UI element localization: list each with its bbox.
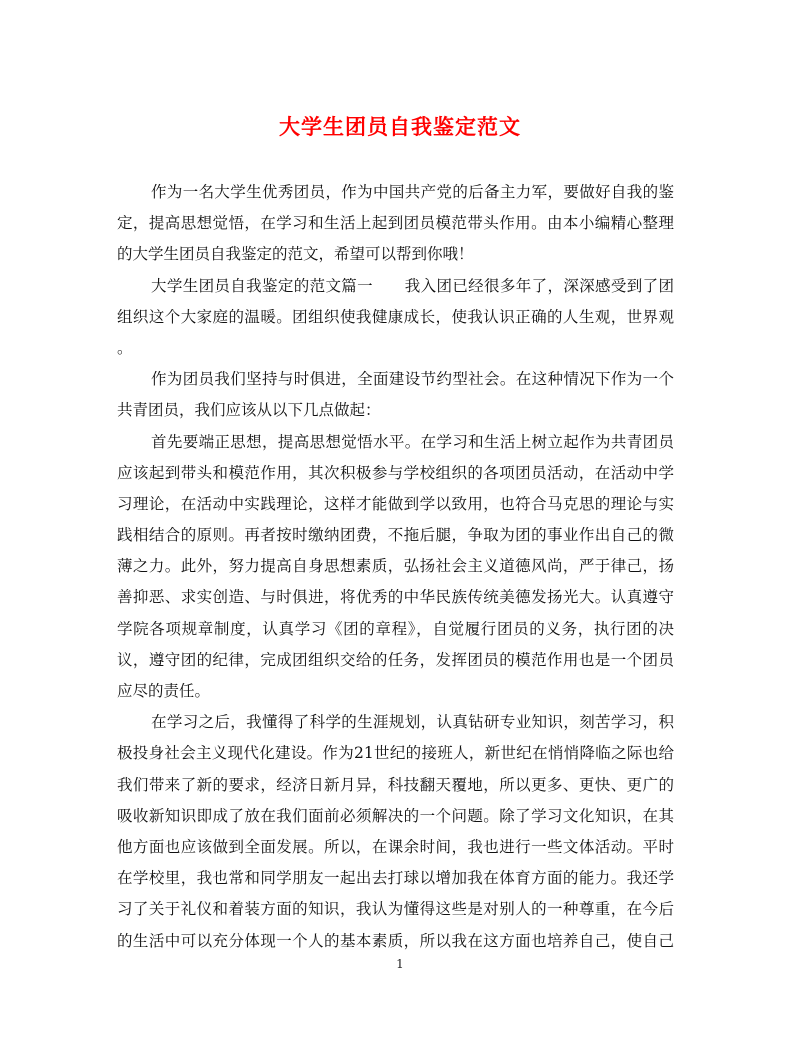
body-line: 共青团员，我们应该从以下几点做起：: [117, 401, 381, 420]
body-line: 大学生团员自我鉴定的范文篇一 我入团已经很多年了，深深感受到了团: [151, 276, 674, 295]
body-line: 。: [117, 338, 133, 357]
body-line: 在学校里，我也常和同学朋友一起出去打球以增加我在体育方面的能力。我还学: [117, 869, 674, 888]
body-line: 作为团员我们坚持与时俱进，全面建设节约型社会。在这种情况下作为一个: [151, 370, 674, 389]
body-line: 吸收新知识即成了放在我们面前必须解决的一个问题。除了学习文化知识，在其: [117, 806, 674, 825]
body-line: 我们带来了新的要求，经济日新月异，科技翻天覆地，所以更多、更快、更广的: [117, 775, 674, 794]
body-line: 学院各项规章制度，认真学习《团的章程》，自觉履行团员的义务，执行团的决: [117, 619, 674, 638]
body-line: 定，提高思想觉悟，在学习和生活上起到团员模范带头作用。由本小编精心整理: [117, 214, 674, 233]
body-line: 首先要端正思想，提高思想觉悟水平。在学习和生活上树立起作为共青团员: [151, 432, 674, 451]
body-line: 善抑恶、求实创造、与时俱进，将优秀的中华民族传统美德发扬光大。认真遵守: [117, 588, 674, 607]
body-line: 习了关于礼仪和着装方面的知识，我认为懂得这些是对别人的一种尊重，在今后: [117, 900, 674, 919]
page-number: 1: [396, 957, 404, 971]
body-line: 他方面也应该做到全面发展。所以，在课余时间，我也进行一些文体活动。平时: [117, 837, 674, 856]
body-line: 在学习之后，我懂得了科学的生涯规划，认真钻研专业知识，刻苦学习，积: [151, 713, 674, 732]
body-line: 的大学生团员自我鉴定的范文，希望可以帮到你哦！: [117, 245, 474, 264]
body-line: 践相结合的原则。再者按时缴纳团费，不拖后腿，争取为团的事业作出自己的微: [117, 526, 674, 545]
body-line: 习理论，在活动中实践理论，这样才能做到学以致用，也符合马克思的理论与实: [117, 494, 674, 513]
body-line: 组织这个大家庭的温暖。团组织使我健康成长，使我认识正确的人生观，世界观: [117, 307, 674, 326]
body-line: 应尽的责任。: [117, 682, 211, 700]
body-line: 作为一名大学生优秀团员，作为中国共产党的后备主力军，要做好自我的鉴: [151, 183, 674, 201]
body-line: 极投身社会主义现代化建设。作为21世纪的接班人，新世纪在悄悄降临之际也给: [117, 744, 674, 763]
body-line: 的生活中可以充分体现一个人的基本素质，所以我在这方面也培养自己，使自己: [117, 931, 674, 950]
body-line: 薄之力。此外，努力提高自身思想素质，弘扬社会主义道德风尚，严于律己，扬: [117, 557, 674, 576]
document-body: [117, 177, 674, 957]
document-title: 大学生团员自我鉴定范文: [279, 114, 521, 139]
body-line: 议，遵守团的纪律，完成团组织交给的任务，发挥团员的模范作用也是一个团员: [117, 650, 674, 669]
body-line: 应该起到带头和模范作用，其次积极参与学校组织的各项团员活动，在活动中学: [117, 463, 674, 482]
